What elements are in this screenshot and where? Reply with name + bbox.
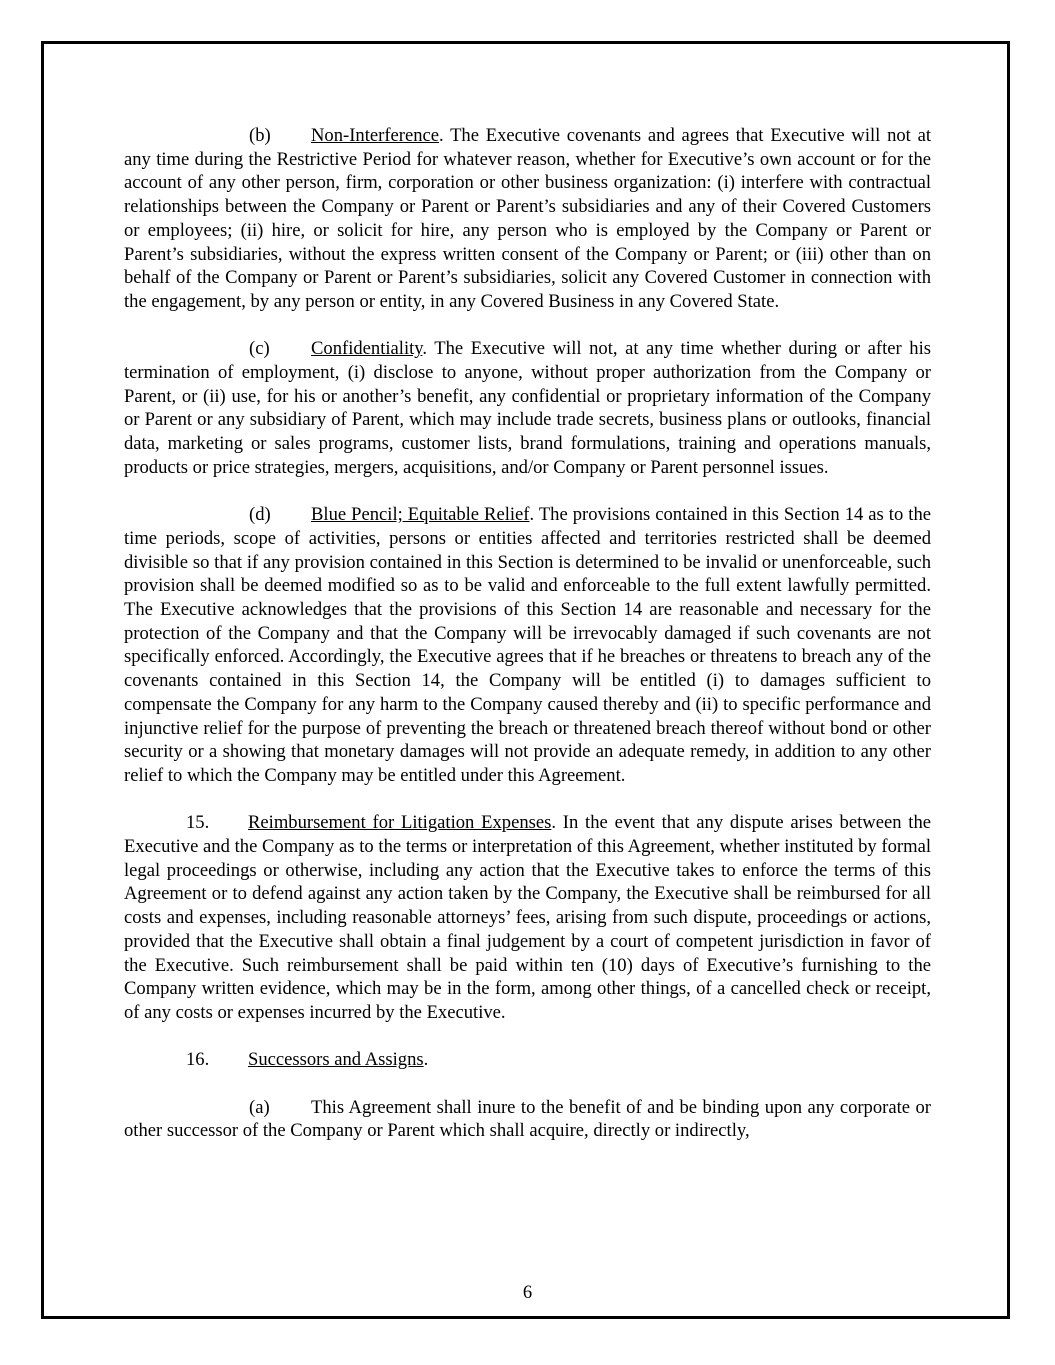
paragraph-marker: (b) — [249, 125, 271, 146]
paragraph-text: This Agreement shall inure to the benefit of and be binding upon any corporate or other successor of the Company or Parent which shall acquire, directly or indirectly, — [124, 1096, 931, 1142]
paragraph-14c — [124, 337, 931, 479]
paragraph-text: . The Executive will not, at any time whether during or after his termination of employment, (i) disclose to anyone, without proper authorization from the Company or Parent, or (ii) use, for his or another’s benefit, any confidential or proprietary information of the Company or Parent or any subsidiary of Parent, which may include trade secrets, business plans or outlooks, financial data, marketing or sales programs, customer lists, brand formulations, training and operations manuals, products or price strategies, mergers, acquisitions, and/or Company or Parent personnel issues. — [124, 338, 931, 478]
paragraph-marker: 16. — [186, 1049, 210, 1071]
document-body — [124, 124, 931, 1167]
paragraph-text: . The Executive covenants and agrees that Executive will not at any time during the Restrictive Period for whatever reason, whether for Executive’s own account or for the account of any other person, firm, corporation or other business organization: (i) interfere with contractual relationships between the Company or Parent or Parent’s subsidiaries and any of their Covered Customers or employees; (ii) hire, or solicit for hire, any person who is employed by the Company or Parent or Parent’s subsidiaries, without the express written consent of the Company or Parent; or (iii) other than on behalf of the Company or Parent or Parent’s subsidiaries, solicit any Covered Customer in connection with the engagement, by any person or entity, in any Covered Business in any Covered State. — [124, 125, 931, 312]
section-heading: Confidentiality — [311, 338, 423, 360]
paragraph-marker: (d) — [249, 504, 271, 526]
paragraph-15 — [124, 811, 931, 1024]
paragraph-14b — [124, 124, 931, 314]
page-number: 6 — [522, 1282, 533, 1303]
paragraph-marker: (c) — [249, 338, 270, 360]
section-heading: Blue Pencil; Equitable Relief — [311, 504, 530, 526]
paragraph-marker: (a) — [249, 1096, 270, 1118]
section-heading: Successors and Assigns — [248, 1049, 424, 1071]
paragraph-16 — [124, 1048, 931, 1072]
paragraph-14d — [124, 503, 931, 787]
paragraph-text: . — [423, 1049, 429, 1071]
section-heading: Reimbursement for Litigation Expenses — [248, 812, 552, 834]
paragraph-text: . The provisions contained in this Section 14 as to the time periods, scope of activities, persons or entities affected and territories restricted shall be deemed divisible so that if any provision contained in this Section is determined to be invalid or unenforceable, such provision shall be deemed modified so as to be valid and enforceable to the full extent lawfully permitted. The Executive acknowledges that the provisions of this Section 14 are reasonable and necessary for the protection of the Company and that the Company will be irrevocably damaged if such covenants are not specifically enforced. Accordingly, the Executive agrees that if he breaches or threatens to breach any of the covenants contained in this Section 14, the Company will be entitled (i) to damages sufficient to compensate the Company for any harm to the Company caused thereby and (ii) to specific performance and injunctive relief for the purpose of preventing the breach or threatened breach thereof without bond or other security or a showing that monetary damages will not provide an adequate remedy, in addition to any other relief to which the Company may be entitled under this Agreement. — [124, 504, 932, 786]
paragraph-marker: 15. — [186, 812, 210, 834]
section-heading: Non-Interference — [311, 125, 440, 146]
paragraph-16a — [124, 1096, 931, 1143]
paragraph-text: . In the event that any dispute arises between the Executive and the Company as to the terms or interpretation of this Agreement, whether instituted by formal legal proceedings or otherwise, including any action that the Executive takes to enforce the terms of this Agreement or to defend against any action taken by the Company, the Executive shall be reimbursed for all costs and expenses, including reasonable attorneys’ fees, arising from such dispute, proceedings or actions, provided that the Executive shall obtain a final judgement by a court of competent jurisdiction in favor of the Executive. Such reimbursement shall be paid within ten (10) days of Executive’s furnishing to the Company written evidence, which may be in the form, among other things, of a cancelled check or receipt, of any costs or expenses incurred by the Executive. — [124, 812, 931, 1023]
